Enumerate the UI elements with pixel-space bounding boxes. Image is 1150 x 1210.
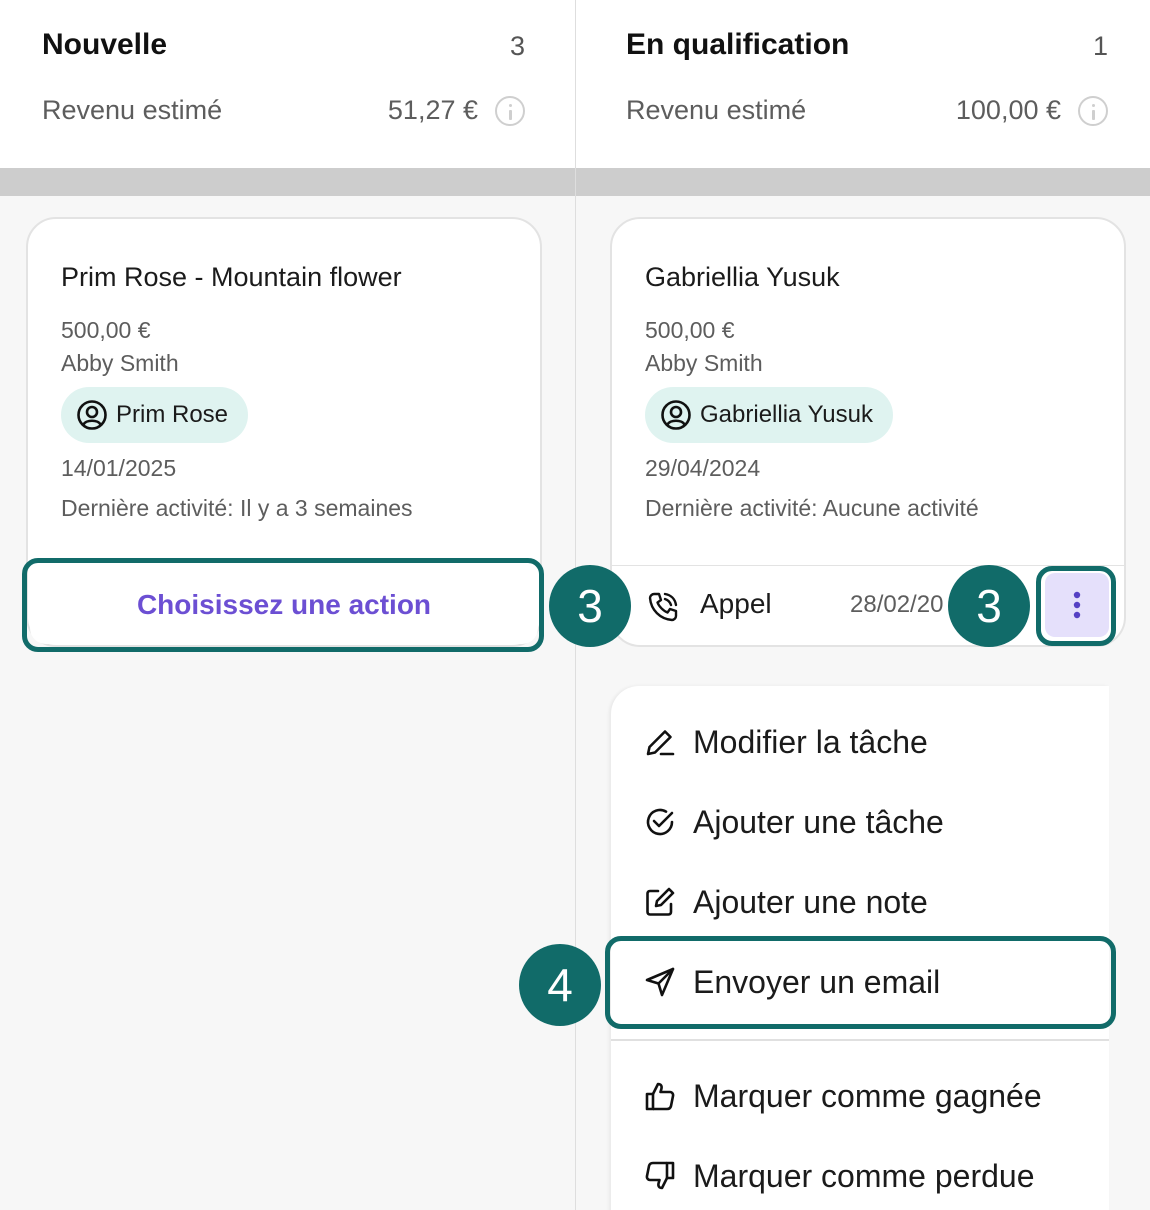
- highlight-choose-action: [22, 558, 544, 652]
- edit-note-icon: [643, 885, 677, 919]
- user-circle-icon: [76, 399, 108, 431]
- menu-item-label: Envoyer un email: [693, 963, 941, 1000]
- card-title: Gabriellia Yusuk: [645, 262, 840, 292]
- card-owner: Abby Smith: [61, 350, 179, 376]
- menu-item-ajouter-note[interactable]: [611, 872, 1109, 932]
- column-count: 1: [1092, 31, 1108, 61]
- revenue-value: 51,27 €: [387, 95, 478, 125]
- step-badge: 3: [948, 565, 1030, 647]
- choose-action-label: Choisissez une action: [136, 589, 432, 620]
- revenue-label: Revenu estimé: [42, 95, 223, 125]
- card-last-activity: Dernière activité: Il y a 3 semaines: [61, 495, 413, 521]
- card-amount: 500,00 €: [645, 317, 735, 343]
- menu-item-label: Marquer comme gagnée: [693, 1077, 1042, 1114]
- menu-item-ajouter-tache[interactable]: [611, 792, 1109, 852]
- column-title: Nouvelle: [42, 28, 168, 61]
- check-circle-icon: [643, 805, 677, 839]
- menu-divider: [611, 1039, 1109, 1041]
- thumbs-down-icon: [643, 1159, 677, 1193]
- menu-item-marquer-gagnee[interactable]: [611, 1066, 1109, 1126]
- contact-tag-label: Gabriellia Yusuk: [700, 401, 873, 428]
- column-scroll-bar: [576, 168, 1150, 196]
- column-title: En qualification: [626, 28, 850, 61]
- task-date: 28/02/20: [850, 591, 944, 618]
- card-amount: 500,00 €: [61, 317, 151, 343]
- menu-item-label: Modifier la tâche: [693, 723, 928, 760]
- info-icon[interactable]: [495, 96, 525, 126]
- column-count: 3: [509, 31, 525, 61]
- card-owner: Abby Smith: [645, 350, 763, 376]
- menu-item-modifier-tache[interactable]: [611, 712, 1109, 772]
- menu-item-marquer-perdue[interactable]: [611, 1146, 1109, 1206]
- card-date: 29/04/2024: [645, 455, 761, 481]
- menu-item-label: Marquer comme perdue: [693, 1157, 1035, 1194]
- highlight-envoyer-email: [605, 936, 1116, 1029]
- menu-item-label: Ajouter une tâche: [693, 803, 944, 840]
- card-title: Prim Rose - Mountain flower: [61, 262, 402, 292]
- menu-item-label: Ajouter une note: [693, 883, 928, 920]
- task-type-label: Appel: [700, 588, 772, 619]
- card-date: 14/01/2025: [61, 455, 177, 481]
- column-scroll-bar: [0, 168, 575, 196]
- step-badge: 4: [519, 944, 601, 1026]
- revenue-value: 100,00 €: [955, 95, 1061, 125]
- card-last-activity: Dernière activité: Aucune activité: [645, 495, 979, 521]
- info-icon[interactable]: [1078, 96, 1108, 126]
- phone-call-icon: [646, 590, 680, 624]
- column-header: [0, 0, 575, 168]
- contact-tag[interactable]: [645, 387, 893, 443]
- contact-tag-label: Prim Rose: [116, 401, 229, 428]
- step-badge: 3: [549, 565, 631, 647]
- contact-tag[interactable]: [61, 387, 248, 443]
- highlight-more-options: [1036, 566, 1116, 646]
- user-circle-icon: [660, 399, 692, 431]
- revenue-label: Revenu estimé: [626, 95, 807, 125]
- column-header: [576, 0, 1150, 168]
- thumbs-up-icon: [643, 1079, 677, 1113]
- pencil-icon: [643, 725, 677, 759]
